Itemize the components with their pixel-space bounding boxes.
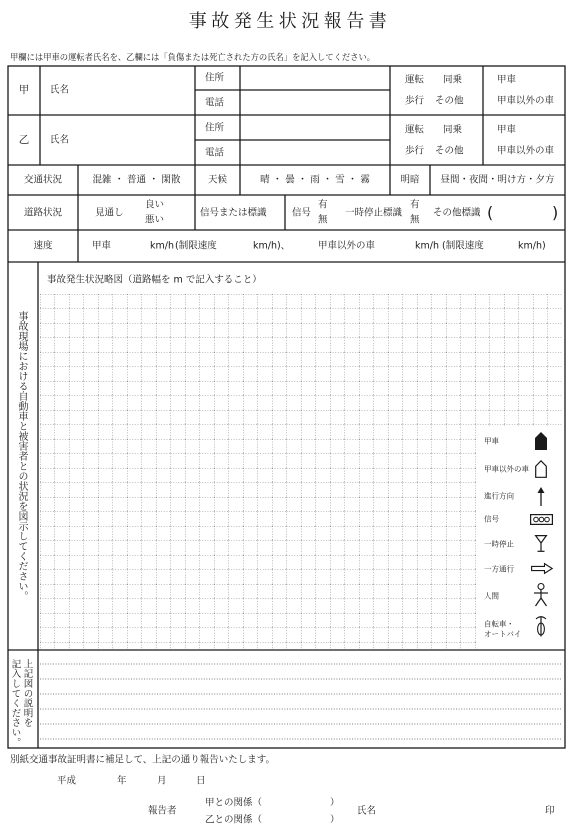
reporter-name-label: 氏名 [357,805,377,817]
legend-label: 人間 [484,591,499,601]
vehicle-self: 甲車 [497,74,517,86]
traffic-options: 混雑 ・ 普通 ・ 閑散 [92,174,181,186]
one-way-arrow-icon [531,563,553,574]
relation-a-label: 甲との関係（ [205,797,263,809]
name-label: 氏名 [50,84,70,96]
date-month: 月 [157,775,167,787]
person-icon [533,583,549,607]
date-day: 日 [196,775,206,787]
vehicle-other: 甲車以外の車 [497,95,555,107]
stop-sign-icon [535,535,547,552]
role-walk: 歩行 [405,145,425,157]
bicycle-icon [535,614,547,637]
speed-limit-open: (制限速度 [442,240,484,252]
stop-sign-present: 有 [410,199,420,211]
role-walk: 歩行 [405,95,425,107]
phone-label: 電話 [205,147,225,159]
form-title: 事故発生状況報告書 [188,11,392,32]
light-options: 昼間・夜間・明け方・夕方 [440,174,555,186]
traffic-signal-icon [530,514,553,525]
visibility-good: 良い [145,199,165,211]
stop-sign-label: 一時停止標識 [345,207,403,219]
legend-label: 一方通行 [484,564,514,574]
other-sign-paren-open: ( [487,203,494,222]
other-sign-label: その他標識 [433,207,481,219]
address-label: 住所 [205,72,225,84]
relation-b-close: ） [330,814,340,826]
relation-a-close: ） [330,797,340,809]
speed-label: 速度 [33,240,53,252]
stop-sign-absent: 無 [410,214,420,226]
legend-label: 一時停止 [484,539,514,549]
date-era: 平成 [57,775,77,787]
weather-label: 天候 [207,174,227,186]
party-a-label: 甲 [18,83,30,96]
party-b-label: 乙 [18,133,30,146]
vehicle-self: 甲車 [497,124,517,136]
direction-arrow-icon [535,487,547,506]
speed-vehicle-self: 甲車 [92,240,112,252]
legend-label: 信号 [484,514,499,524]
address-label: 住所 [205,122,225,134]
reporter-label: 報告者 [148,805,177,817]
legend-label: 甲車 [484,436,499,446]
seal-mark: 印 [545,805,555,817]
diagram-header: 事故発生状況略図（道路幅を m で記入すること） [47,274,262,286]
speed-limit-open: (制限速度 [175,240,217,252]
explanation-side-label: 記入してください。 [9,659,21,748]
signal-present: 有 [318,199,328,211]
weather-options: 晴 ・ 曇 ・ 雨 ・ 雪 ・ 霧 [260,174,370,186]
role-drive: 運転 [405,74,425,86]
legend-label: 甲車以外の車 [484,464,529,474]
speed-limit-close: km/h) [518,240,546,252]
vehicle-other: 甲車以外の車 [497,145,555,157]
diagram-side-label: 事故現場における自動車と被害者との状況を図示してください。 [16,311,27,601]
speed-unit: km/h [415,240,439,252]
signal-absent: 無 [318,214,328,226]
traffic-label: 交通状況 [23,174,62,186]
other-vehicle-icon [535,460,547,478]
sign-label: 信号または標識 [200,207,267,219]
explanation-lines [40,664,562,739]
role-other: その他 [435,95,464,107]
explanation-side-label: 上記図の説明を [21,659,33,728]
speed-vehicle-other: 甲車以外の車 [318,240,376,252]
visibility-label: 見通し [95,207,124,219]
role-ride: 同乗 [443,74,463,86]
other-sign-paren-close: ) [552,203,559,222]
light-label: 明暗 [400,174,420,186]
role-drive: 運転 [405,124,425,136]
relation-b-label: 乙との関係（ [205,814,263,826]
legend-label: 自転車・ [484,619,514,629]
road-label: 道路状況 [23,207,62,219]
speed-unit: km/h [150,240,174,252]
role-other: その他 [435,145,464,157]
instruction-text: 甲欄には甲車の運転者氏名を、乙欄には「負傷または死亡された方の氏名」を記入してください。 [10,51,376,62]
legend-area [476,426,563,649]
legend-label: 進行方向 [484,491,514,501]
own-vehicle-icon [535,432,547,450]
signal-label: 信号 [292,207,312,219]
legend-label: オートバイ [484,629,522,639]
date-year: 年 [117,775,127,787]
report-statement: 別紙交通事故証明書に補足して、上記の通り報告いたします。 [10,754,276,766]
role-ride: 同乗 [443,124,463,136]
name-label: 氏名 [50,134,70,146]
phone-label: 電話 [205,97,225,109]
speed-limit-close: km/h)、 [253,240,291,252]
visibility-bad: 悪い [145,214,165,226]
